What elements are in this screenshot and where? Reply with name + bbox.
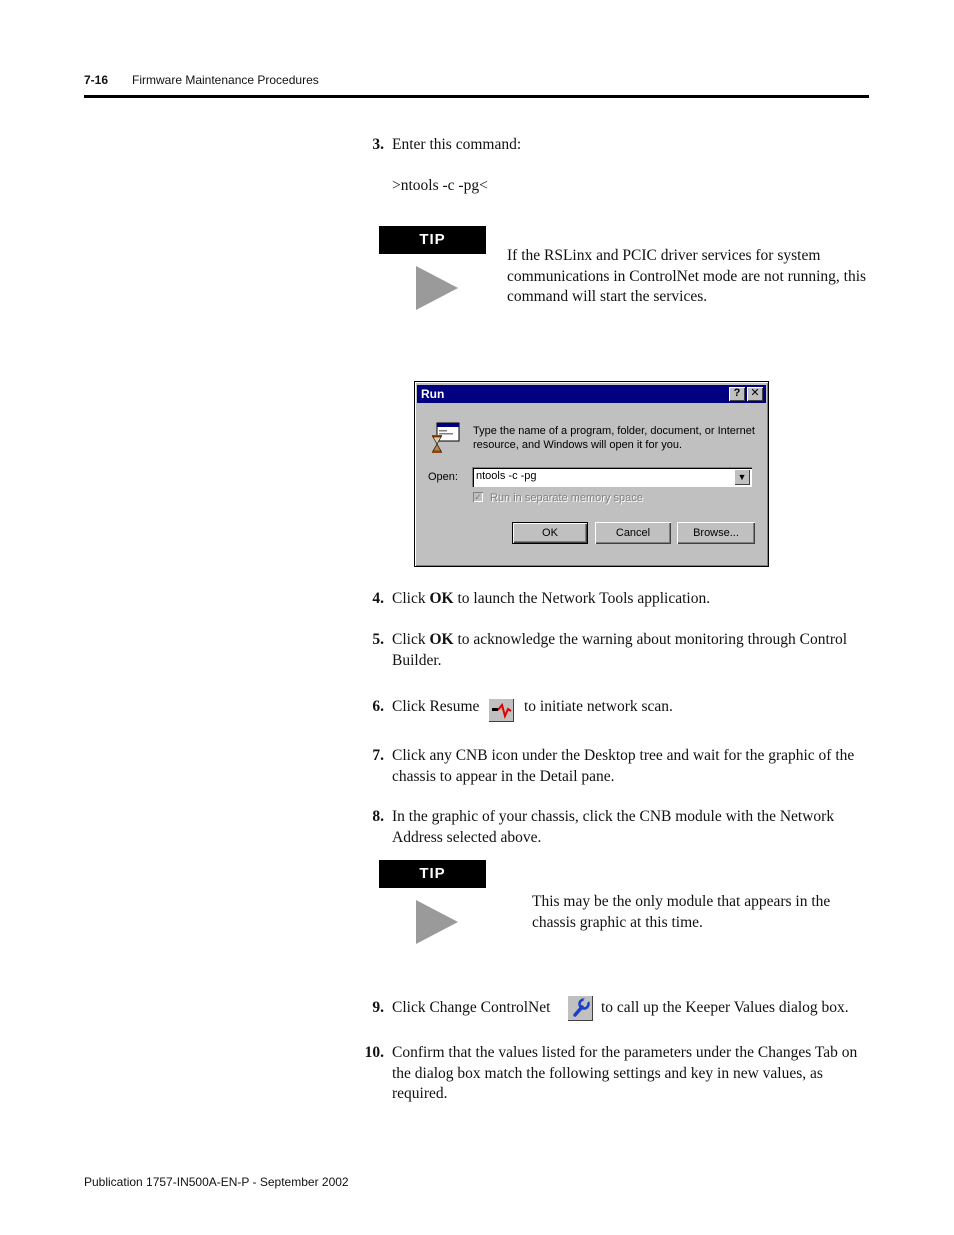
dropdown-arrow-icon[interactable]: ▼ [734,469,750,485]
step-text-post: to launch the Network Tools application. [453,590,711,607]
dialog-title: Run [421,387,445,401]
step-text: Confirm that the values listed for the parameters under the Changes Tab on the dialog box match the following settings and key in new values, as required. [392,1044,858,1102]
step-text: Click any CNB icon under the Desktop tree and wait for the graphic of the chassis to appear in the Detail pane. [392,747,855,785]
step-text-pre: Click [392,590,430,607]
step-text [392,589,868,610]
step-number: 9. [372,999,384,1016]
resume-scan-icon [488,698,514,722]
step-number: 5. [372,631,384,648]
step-text-pre: Click [392,631,430,648]
tip-arrow-icon [416,900,458,944]
memory-space-checkbox[interactable]: ✓ [474,492,482,502]
dialog-description: Type the name of a program, folder, document, or Internet resource, and Windows will open it for you. [473,425,755,451]
run-dialog [414,381,769,567]
browse-button[interactable]: Browse... [677,522,755,544]
step-text: Enter this command: [392,136,522,153]
wrench-icon [567,995,593,1021]
step-number: 6. [372,698,384,715]
step-text [392,630,868,671]
ok-button[interactable]: OK [512,522,588,544]
step-number: 3. [372,136,384,153]
step-number: 10. [364,1044,384,1061]
cancel-button[interactable]: Cancel [595,522,671,544]
page-number: 7-16 [84,73,109,87]
step-text-bold: OK [429,631,454,648]
open-combobox[interactable] [472,467,752,487]
command-text: >ntools -c -pg< [392,177,488,194]
step-number: 8. [372,808,384,825]
dialog-title-bar [417,385,766,403]
section-title: Firmware Maintenance Procedures [132,73,319,87]
step-number: 4. [372,590,384,607]
step-text-pre: Click Resume [392,698,480,715]
step-text-bold: OK [429,590,454,607]
run-program-icon [427,422,461,456]
tip-arrow-icon [416,266,458,310]
open-label: Open: [428,471,458,483]
memory-space-checkbox-label: Run in separate memory space [490,492,643,504]
publication-footer: Publication 1757-IN500A-EN-P - September 2002 [84,1175,349,1189]
tip-text: This may be the only module that appears in the chassis graphic at this time. [532,893,831,931]
step-text-pre: Click Change ControlNet [392,999,551,1016]
step-text-post: to call up the Keeper Values dialog box. [601,999,849,1016]
help-button[interactable]: ? [729,387,745,401]
tip-label: TIP [379,226,486,254]
step-text: In the graphic of your chassis, click the CNB module with the Network Address selected above. [392,808,835,846]
tip-label: TIP [379,860,486,888]
close-button[interactable]: ✕ [747,387,763,401]
header-rule [84,95,869,98]
step-number: 7. [372,747,384,764]
tip-text: If the RSLinx and PCIC driver services for system communications in ControlNet mode are not running, this command will start the services. [507,247,867,305]
open-input-value[interactable]: ntools -c -pg [476,470,537,482]
step-text-post: to acknowledge the warning about monitoring through Control Builder. [392,631,848,669]
step-text-post: to initiate network scan. [524,698,673,715]
